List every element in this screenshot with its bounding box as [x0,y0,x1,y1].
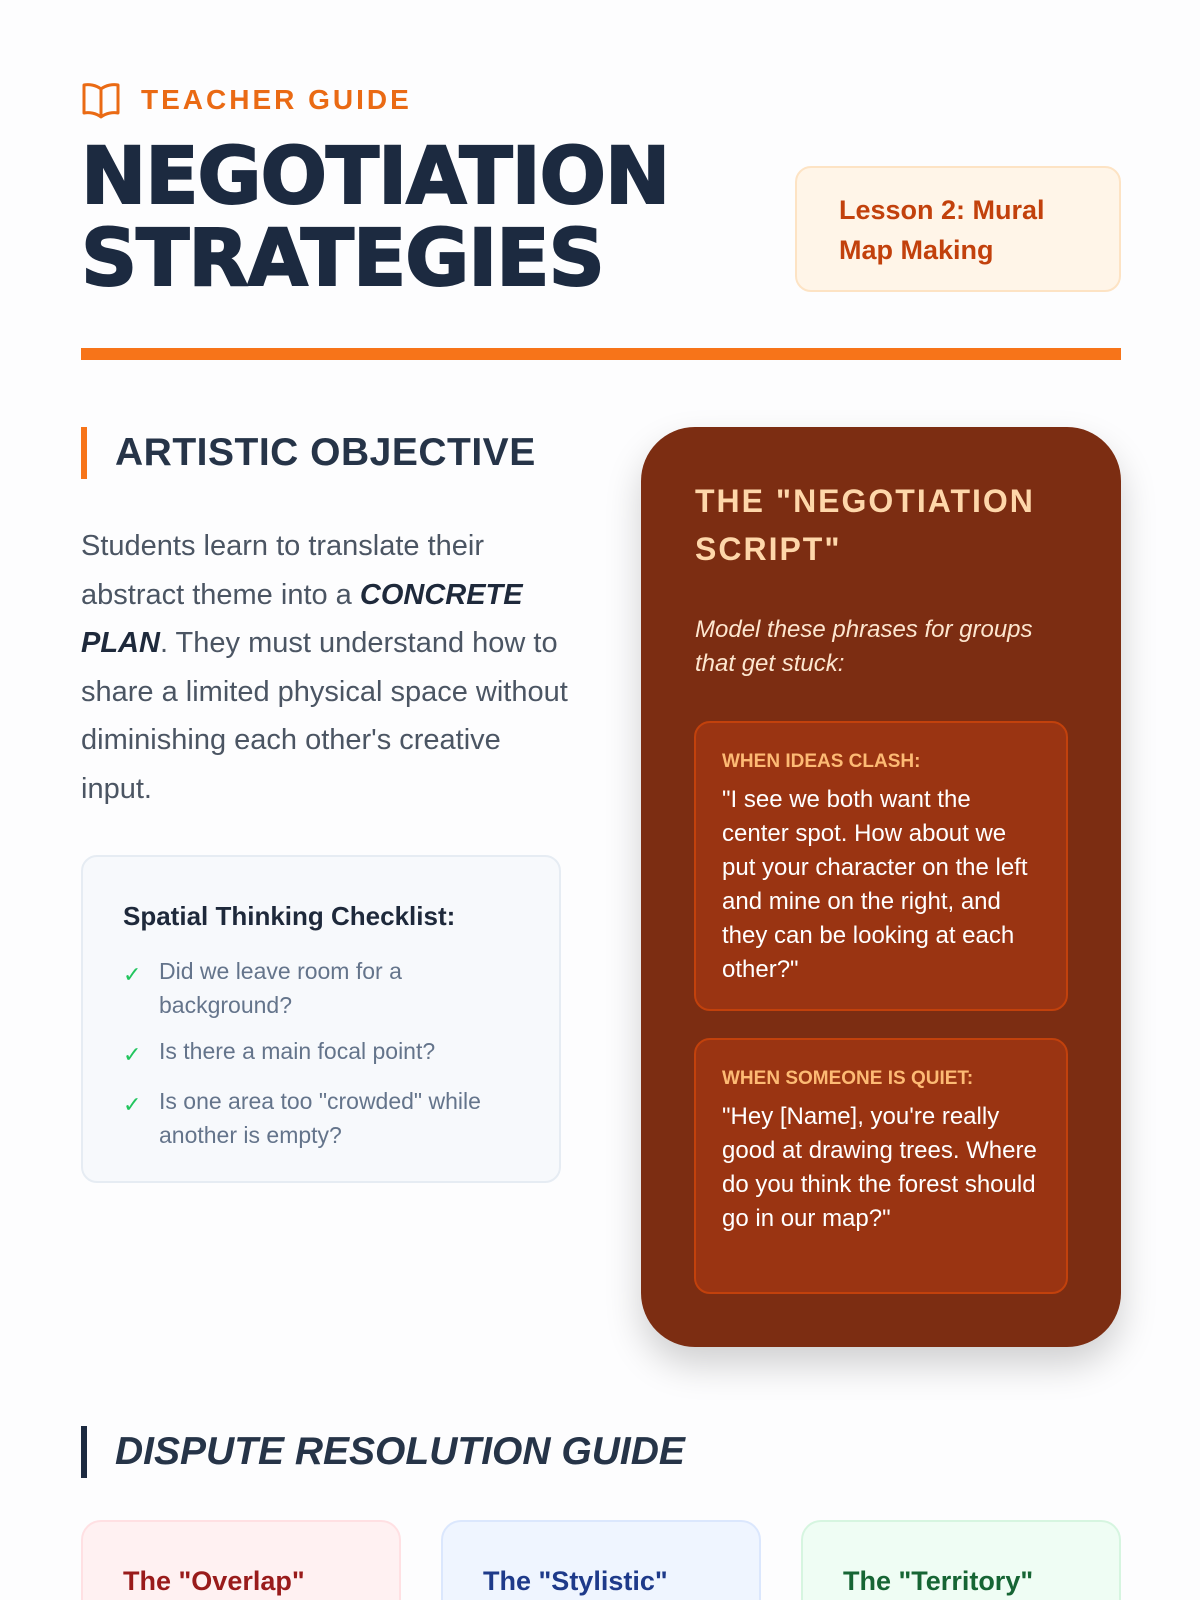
page-title-line-1: NEGOTIATION [81,132,670,222]
lesson-badge: Lesson 2: Mural Map Making [795,166,1121,292]
checklist-item [123,1034,519,1072]
spatial-checklist [81,855,561,1183]
dispute-heading-bar [81,1426,87,1478]
negotiation-script-card [641,427,1121,1347]
script-title: THE "NEGOTIATION SCRIPT" [695,483,1035,567]
header-divider [81,348,1121,360]
page-title [81,132,670,304]
phrase-text: "I see we both want the center spot. How about we put your character on the left and mine on the right, and they can be looking at each other?" [722,786,1028,983]
eyebrow-label: TEACHER GUIDE [141,84,412,115]
open-book-icon [81,81,121,119]
checklist-item-text: Did we leave room for a background? [159,958,402,1018]
phrase-someone-quiet [694,1038,1068,1294]
phrase-text: "Hey [Name], you're really good at drawing trees. Where do you think the forest should go in our map?" [722,1103,1037,1232]
checklist-item-text: Is there a main focal point? [159,1038,436,1064]
checklist-title: Spatial Thinking Checklist: [123,901,456,931]
page-header [81,80,1121,304]
dispute-card-territory: The "Territory" [801,1520,1121,1600]
phrase-ideas-clash [694,721,1068,1011]
script-subtitle: Model these phrases for groups that get stuck: [695,616,1033,677]
page-title-line-2: STRATEGIES [81,214,604,304]
checkmark-icon: ✓ [123,962,142,987]
objective-emphasis: CONCRETE PLAN [81,578,523,659]
checkmark-icon: ✓ [123,1092,142,1117]
dispute-heading [81,1426,685,1478]
phrase-label: WHEN SOMEONE IS QUIET: [722,1068,974,1089]
objective-heading-bar [81,427,87,479]
dispute-heading-text: DISPUTE RESOLUTION GUIDE [115,1430,685,1473]
checkmark-icon: ✓ [123,1042,142,1067]
objective-text-start: Students learn to translate their abstract theme into a [81,530,485,611]
checklist-item-text: Is one area too "crowded" while another is empty? [159,1088,481,1148]
phrase-label: WHEN IDEAS CLASH: [722,751,921,772]
dispute-cards [81,1520,1121,1600]
objective-heading-text: ARTISTIC OBJECTIVE [115,431,536,474]
objective-text-end: . They must understand how to share a limited physical space without diminishing each other's creative input. [81,627,568,805]
eyebrow [81,80,1121,120]
checklist-item [123,1084,519,1152]
dispute-card-overlap: The "Overlap" [81,1520,401,1600]
checklist-item [123,954,519,1022]
objective-heading [81,427,536,479]
dispute-card-stylistic: The "Stylistic" [441,1520,761,1600]
objective-text [81,522,571,813]
